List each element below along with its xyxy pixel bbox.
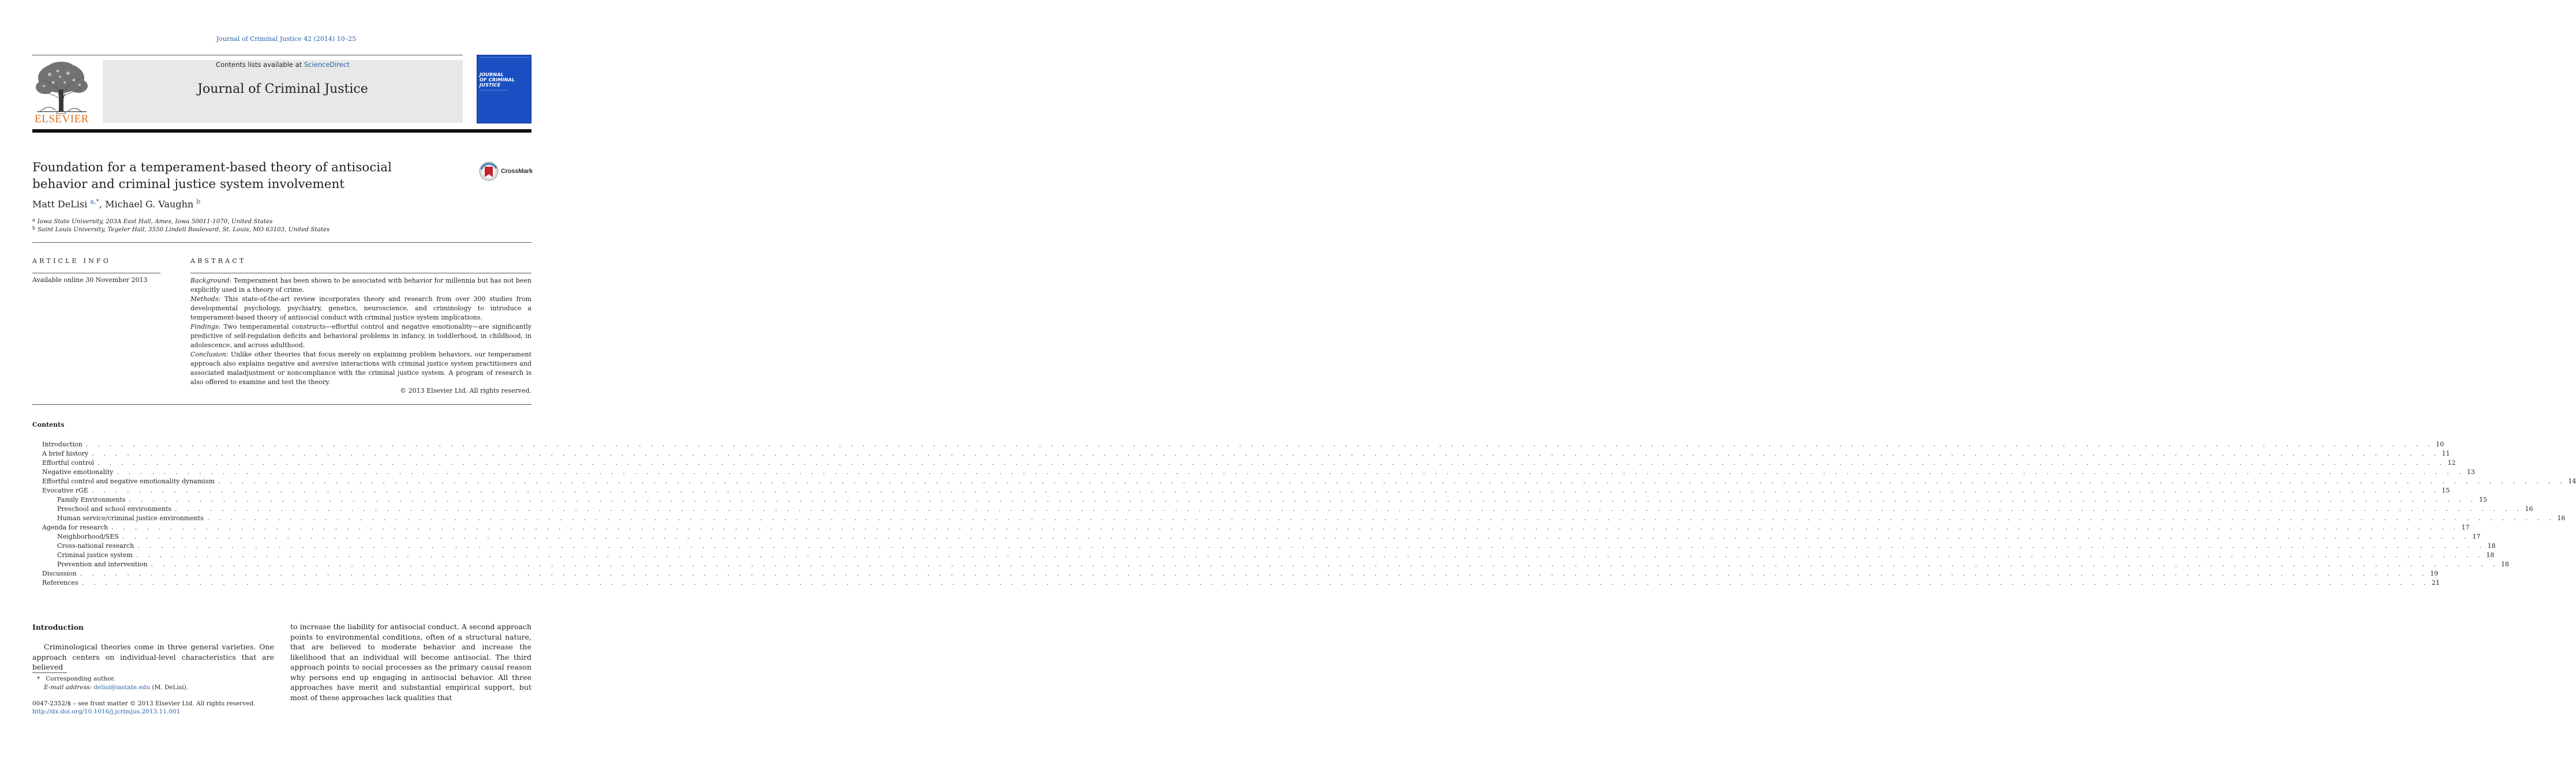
abstract-heading: ABSTRACT	[190, 257, 246, 265]
author-affiliation-link[interactable]: a,*	[90, 198, 99, 205]
toc-entry[interactable]	[32, 523, 2470, 532]
toc-leader-dots: . . . . . . . . . . . . . . . . . . . . . . . . . . . . . . . . . . . . . . . . . . . . . . . . . . . . . . . . . . . . . . . . . . . . . . . . . . . . . . . . . . . . . . . . . . . . . . . . . . . . . . . . . . . . . . . . . . . . . . . . . . . . . . . . . . . . . . . . . . . . . . . . . . . . . . . . . . . . . . . . . . . . . . . . . . . . . . . . . . . . . . . . . . . . . . . . . . . . . . . .	[111, 524, 2459, 531]
available-online-date: Available online 30 November 2013	[32, 276, 148, 284]
toc-entry-label[interactable]: Criminal justice system	[57, 551, 136, 560]
toc-entry-label[interactable]: Preschool and school environments	[57, 505, 175, 514]
toc-leader-dots: . . . . . . . . . . . . . . . . . . . . . . . . . . . . . . . . . . . . . . . . . . . . . . . . . . . . . . . . . . . . . . . . . . . . . . . . . . . . . . . . . . . . . . . . . . . . . . . . . . . . . . . . . . . . . . . . . . . . . . . . . . . . . . . . . . . . . . . . . . . . . . . . . . . . . . . . . . . . . . . . . . . . . . . . . . . . . . . . . . . . . . . . . . . . . . . . . . . . . . . .	[129, 496, 2477, 503]
toc-entry-page: 12	[2445, 458, 2455, 468]
toc-entry-label[interactable]: Agenda for research	[42, 523, 111, 532]
journal-cover-thumbnail[interactable]	[477, 55, 531, 123]
toc-entry[interactable]	[32, 551, 2495, 560]
affiliation-text: Iowa State University, 203A East Hall, Ames, Iowa 50011-1070, United States	[37, 218, 273, 225]
abstract-paragraph	[190, 276, 531, 295]
abstract-label: Methods:	[190, 295, 221, 303]
article-title: Foundation for a temperament-based theory of antisocial behavior and criminal justice system involvement	[32, 160, 392, 191]
toc-leader-dots: . . . . . . . . . . . . . . . . . . . . . . . . . . . . . . . . . . . . . . . . . . . . . . . . . . . . . . . . . . . . . . . . . . . . . . . . . . . . . . . . . . . . . . . . . . . . . . . . . . . . . . . . . . . . . . . . . . . . . . . . . . . . . . . . . . . . . . . . . . . . . . . . . . . . . . . . . . . . . . . . . . . . . . . . . . . . . . . . . . . . . . . . . . . . . . . . . . . . . . . .	[92, 450, 2440, 457]
toc-entry-page: 17	[2459, 523, 2470, 532]
email-link[interactable]: delisi@iastate.edu	[93, 684, 151, 691]
toc-entry-label[interactable]: Family Environments	[57, 495, 129, 505]
cover-dotted-line	[480, 90, 508, 92]
email-note	[44, 684, 188, 691]
cover-title-line: JOURNAL	[480, 72, 504, 77]
toc-entry-page: 14	[2566, 477, 2576, 486]
affiliation-mark: a	[32, 217, 35, 223]
contents-prefix: Contents lists available at	[216, 61, 304, 69]
abstract-paragraph	[190, 322, 531, 350]
abstract-body	[190, 276, 531, 387]
author-affiliation-link[interactable]: b	[196, 198, 201, 205]
abstract-end-rule	[32, 404, 531, 405]
abstract-copyright: © 2013 Elsevier Ltd. All rights reserved.	[400, 387, 531, 394]
article-info-heading: ARTICLE INFO	[32, 257, 111, 265]
toc-entry-label[interactable]: Discussion	[42, 569, 80, 578]
toc-entry[interactable]	[32, 505, 2533, 514]
toc-entry[interactable]	[32, 449, 2450, 458]
affiliation-b	[32, 225, 330, 233]
cover-title-line: JUSTICE	[480, 82, 501, 88]
toc-entry[interactable]	[32, 477, 2576, 486]
toc-entry-label[interactable]: Evocative rGE	[42, 486, 92, 495]
table-of-contents	[32, 440, 2576, 588]
toc-entry[interactable]	[32, 468, 2475, 477]
toc-entry[interactable]	[32, 486, 2450, 495]
issn-line: 0047-2352/$ – see front matter © 2013 Elsevier Ltd. All rights reserved.	[32, 700, 256, 707]
toc-entry-label[interactable]: References	[42, 578, 82, 588]
abstract-label: Conclusion:	[190, 351, 229, 358]
toc-entry-page: 15	[2439, 486, 2450, 495]
toc-leader-dots: . . . . . . . . . . . . . . . . . . . . . . . . . . . . . . . . . . . . . . . . . . . . . . . . . . . . . . . . . . . . . . . . . . . . . . . . . . . . . . . . . . . . . . . . . . . . . . . . . . . . . . . . . . . . . . . . . . . . . . . . . . . . . . . . . . . . . . . . . . . . . . . . . . . . . . . . . . . . . . . . . . . . . . . . . . . . . . . . . . . . . . . . . . . . . . . . . . . . . . . .	[117, 468, 2465, 476]
elsevier-wordmark: ELSEVIER	[35, 113, 89, 125]
toc-entry-label[interactable]: A brief history	[42, 449, 92, 458]
abstract-paragraph	[190, 295, 531, 322]
toc-entry-page: 18	[2484, 551, 2494, 560]
toc-entry-page: 18	[2499, 560, 2509, 569]
toc-entry-label[interactable]: Prevention and intervention	[57, 560, 151, 569]
toc-leader-dots: . . . . . . . . . . . . . . . . . . . . . . . . . . . . . . . . . . . . . . . . . . . . . . . . . . . . . . . . . . . . . . . . . . . . . . . . . . . . . . . . . . . . . . . . . . . . . . . . . . . . . . . . . . . . . . . . . . . . . . . . . . . . . . . . . . . . . . . . . . . . . . . . . . . . . . . . . . . . . . . . . . . . . . . . . . . . . . . . . . . . . . . . . . . . . . . . . . . . . . . .	[218, 478, 2566, 485]
journal-reference-link[interactable]: Journal of Criminal Justice 42 (2014) 10–25	[216, 35, 357, 43]
toc-entry-page: 11	[2440, 449, 2450, 458]
crossmark-label: CrossMark	[501, 168, 533, 175]
toc-entry-label[interactable]: Effortful control and negative emotionality dynamism	[42, 477, 218, 486]
section-rule	[32, 242, 531, 243]
toc-leader-dots: . . . . . . . . . . . . . . . . . . . . . . . . . . . . . . . . . . . . . . . . . . . . . . . . . . . . . . . . . . . . . . . . . . . . . . . . . . . . . . . . . . . . . . . . . . . . . . . . . . . . . . . . . . . . . . . . . . . . . . . . . . . . . . . . . . . . . . . . . . . . . . . . . . . . . . . . . . . . . . . . . . . . . . . . . . . . . . . . . . . . . . . . . . . . . . . . . . . . . . . .	[81, 579, 2429, 587]
toc-entry-page: 21	[2429, 578, 2440, 588]
affiliation-text: Saint Louis University, Tegeler Hall, 3550 Lindell Boulevard, St. Louis, MO 63103, United States	[38, 226, 330, 233]
toc-entry[interactable]	[32, 578, 2440, 588]
introduction-text-right-column: to increase the liability for antisocial conduct. A second approach points to environmental conditions, often of a structural nature, that are believed to moderate behavior and increase the likelihood that an individual will become antisocial. The third approach points to social processes as the primary causal reason why persons end up engaging in antisocial behavior. All three approaches have merit and substantial empirical support, but most of these approaches lack qualities that	[290, 622, 531, 702]
toc-entry[interactable]	[32, 532, 2481, 542]
toc-leader-dots: . . . . . . . . . . . . . . . . . . . . . . . . . . . . . . . . . . . . . . . . . . . . . . . . . . . . . . . . . . . . . . . . . . . . . . . . . . . . . . . . . . . . . . . . . . . . . . . . . . . . . . . . . . . . . . . . . . . . . . . . . . . . . . . . . . . . . . . . . . . . . . . . . . . . . . . . . . . . . . . . . . . . . . . . . . . . . . . . . . . . . . . . . . . . . . . . . . . . . . . .	[151, 561, 2499, 568]
toc-leader-dots: . . . . . . . . . . . . . . . . . . . . . . . . . . . . . . . . . . . . . . . . . . . . . . . . . . . . . . . . . . . . . . . . . . . . . . . . . . . . . . . . . . . . . . . . . . . . . . . . . . . . . . . . . . . . . . . . . . . . . . . . . . . . . . . . . . . . . . . . . . . . . . . . . . . . . . . . . . . . . . . . . . . . . . . . . . . . . . . . . . . . . . . . . . . . . . . . . . . . . . . .	[137, 542, 2485, 550]
author-name: Matt DeLisi	[32, 198, 88, 210]
toc-entry-page: 19	[2428, 569, 2438, 578]
toc-entry-label[interactable]: Human service/criminal justice environments	[57, 514, 207, 523]
toc-entry-page: 16	[2555, 514, 2565, 523]
toc-entry-page: 15	[2477, 495, 2487, 505]
email-suffix: (M. DeLisi).	[150, 684, 189, 691]
toc-entry-label[interactable]: Neighborhood/SES	[57, 532, 122, 542]
toc-entry-label[interactable]: Cross-national research	[57, 542, 137, 551]
cover-header-strip	[480, 57, 529, 59]
toc-entry[interactable]	[32, 542, 2496, 551]
toc-entry[interactable]	[32, 495, 2487, 505]
journal-name[interactable]: Journal of Criminal Justice	[197, 82, 368, 96]
author-list	[32, 198, 200, 209]
toc-entry-label[interactable]: Negative emotionality	[42, 468, 117, 477]
affiliation-a	[32, 217, 272, 225]
affiliation-mark: b	[32, 225, 36, 231]
toc-entry-page: 18	[2485, 542, 2496, 551]
toc-leader-dots: . . . . . . . . . . . . . . . . . . . . . . . . . . . . . . . . . . . . . . . . . . . . . . . . . . . . . . . . . . . . . . . . . . . . . . . . . . . . . . . . . . . . . . . . . . . . . . . . . . . . . . . . . . . . . . . . . . . . . . . . . . . . . . . . . . . . . . . . . . . . . . . . . . . . . . . . . . . . . . . . . . . . . . . . . . . . . . . . . . . . . . . . . . . . . . . . . . . . . . . .	[80, 570, 2428, 577]
author-name: Michael G. Vaughn	[105, 198, 194, 210]
contents-available-line	[103, 61, 463, 69]
introduction-text-left-column: Criminological theories come in three general varieties. One approach centers on individual-level characteristics that are believed	[32, 642, 274, 671]
toc-entry[interactable]	[32, 514, 2566, 523]
toc-entry-page: 17	[2470, 532, 2480, 542]
abstract-label: Background:	[190, 277, 232, 284]
toc-entry-page: 16	[2522, 505, 2533, 514]
crossmark-badge[interactable]	[479, 161, 532, 182]
cover-title-line: OF CRIMINAL	[480, 77, 515, 82]
toc-leader-dots: . . . . . . . . . . . . . . . . . . . . . . . . . . . . . . . . . . . . . . . . . . . . . . . . . . . . . . . . . . . . . . . . . . . . . . . . . . . . . . . . . . . . . . . . . . . . . . . . . . . . . . . . . . . . . . . . . . . . . . . . . . . . . . . . . . . . . . . . . . . . . . . . . . . . . . . . . . . . . . . . . . . . . . . . . . . . . . . . . . . . . . . . . . . . . . . . . . . . . . . .	[175, 505, 2523, 513]
sciencedirect-link[interactable]: ScienceDirect	[304, 61, 350, 69]
toc-entry[interactable]	[32, 569, 2439, 578]
abstract-text: This state-of-the-art review incorporates theory and research from over 300 studies from developmental psychology, psychiatry, genetics, neuroscience, and criminology to introduce a temperament-based theory of antisocial conduct with criminal justice system implications.	[190, 295, 531, 321]
toc-entry[interactable]	[32, 560, 2509, 569]
corresponding-author-note	[37, 675, 115, 682]
toc-entry-label[interactable]: Effortful control	[42, 458, 98, 468]
toc-entry-page: 13	[2465, 468, 2475, 477]
email-label: E-mail address:	[44, 684, 92, 691]
crossmark-icon	[479, 161, 499, 181]
toc-entry-label[interactable]: Introduction	[42, 440, 86, 449]
doi-link[interactable]: http://dx.doi.org/10.1016/j.jcrimjus.2013.11.001	[32, 708, 181, 715]
contents-heading: Contents	[32, 421, 65, 429]
cover-title	[480, 72, 526, 88]
toc-leader-dots: . . . . . . . . . . . . . . . . . . . . . . . . . . . . . . . . . . . . . . . . . . . . . . . . . . . . . . . . . . . . . . . . . . . . . . . . . . . . . . . . . . . . . . . . . . . . . . . . . . . . . . . . . . . . . . . . . . . . . . . . . . . . . . . . . . . . . . . . . . . . . . . . . . . . . . . . . . . . . . . . . . . . . . . . . . . . . . . . . . . . . . . . . . . . . . . . . . . . . . . .	[136, 551, 2484, 559]
abstract-text: Temperament has been shown to be associated with behavior for millennia but has not been explicitly used in a theory of crime.	[190, 277, 531, 294]
introduction-heading: Introduction	[32, 623, 84, 632]
toc-leader-dots: . . . . . . . . . . . . . . . . . . . . . . . . . . . . . . . . . . . . . . . . . . . . . . . . . . . . . . . . . . . . . . . . . . . . . . . . . . . . . . . . . . . . . . . . . . . . . . . . . . . . . . . . . . . . . . . . . . . . . . . . . . . . . . . . . . . . . . . . . . . . . . . . . . . . . . . . . . . . . . . . . . . . . . . . . . . . . . . . . . . . . . . . . . . . . . . . . . . . . . . .	[85, 441, 2434, 448]
toc-leader-dots: . . . . . . . . . . . . . . . . . . . . . . . . . . . . . . . . . . . . . . . . . . . . . . . . . . . . . . . . . . . . . . . . . . . . . . . . . . . . . . . . . . . . . . . . . . . . . . . . . . . . . . . . . . . . . . . . . . . . . . . . . . . . . . . . . . . . . . . . . . . . . . . . . . . . . . . . . . . . . . . . . . . . . . . . . . . . . . . . . . . . . . . . . . . . . . . . . . . . . . . .	[207, 514, 2555, 522]
toc-entry[interactable]	[32, 458, 2456, 468]
abstract-paragraph	[190, 350, 531, 387]
toc-entry[interactable]	[32, 440, 2444, 449]
toc-leader-dots: . . . . . . . . . . . . . . . . . . . . . . . . . . . . . . . . . . . . . . . . . . . . . . . . . . . . . . . . . . . . . . . . . . . . . . . . . . . . . . . . . . . . . . . . . . . . . . . . . . . . . . . . . . . . . . . . . . . . . . . . . . . . . . . . . . . . . . . . . . . . . . . . . . . . . . . . . . . . . . . . . . . . . . . . . . . . . . . . . . . . . . . . . . . . . . . . . . . . . . . .	[91, 487, 2440, 494]
toc-entry-page: 10	[2433, 440, 2444, 449]
abstract-text: Two temperamental constructs—effortful control and negative emotionality—are significantly predictive of self-regulation deficits and behavioral problems in infancy, in toddlerhood, in childhood, in adolescence, and across adulthood.	[190, 323, 531, 349]
abstract-text: Unlike other theories that focus merely on explaining problem behaviors, our temperament approach also explains negative and aversive interactions with criminal justice system practitioners and associated maladjustment or noncompliance with the criminal justice system. A program of research is also offered to examine and test the theory.	[190, 351, 531, 386]
abstract-label: Findings:	[190, 323, 221, 330]
masthead-thick-rule	[32, 129, 531, 133]
toc-leader-dots: . . . . . . . . . . . . . . . . . . . . . . . . . . . . . . . . . . . . . . . . . . . . . . . . . . . . . . . . . . . . . . . . . . . . . . . . . . . . . . . . . . . . . . . . . . . . . . . . . . . . . . . . . . . . . . . . . . . . . . . . . . . . . . . . . . . . . . . . . . . . . . . . . . . . . . . . . . . . . . . . . . . . . . . . . . . . . . . . . . . . . . . . . . . . . . . . . . . . . . . .	[122, 533, 2470, 540]
footnote-rule	[32, 672, 67, 673]
author-separator: ,	[99, 198, 106, 210]
toc-leader-dots: . . . . . . . . . . . . . . . . . . . . . . . . . . . . . . . . . . . . . . . . . . . . . . . . . . . . . . . . . . . . . . . . . . . . . . . . . . . . . . . . . . . . . . . . . . . . . . . . . . . . . . . . . . . . . . . . . . . . . . . . . . . . . . . . . . . . . . . . . . . . . . . . . . . . . . . . . . . . . . . . . . . . . . . . . . . . . . . . . . . . . . . . . . . . . . . . . . . . . . . .	[98, 459, 2446, 467]
footnote-mark: *	[37, 675, 40, 682]
footnote-text: Corresponding author.	[46, 675, 115, 682]
